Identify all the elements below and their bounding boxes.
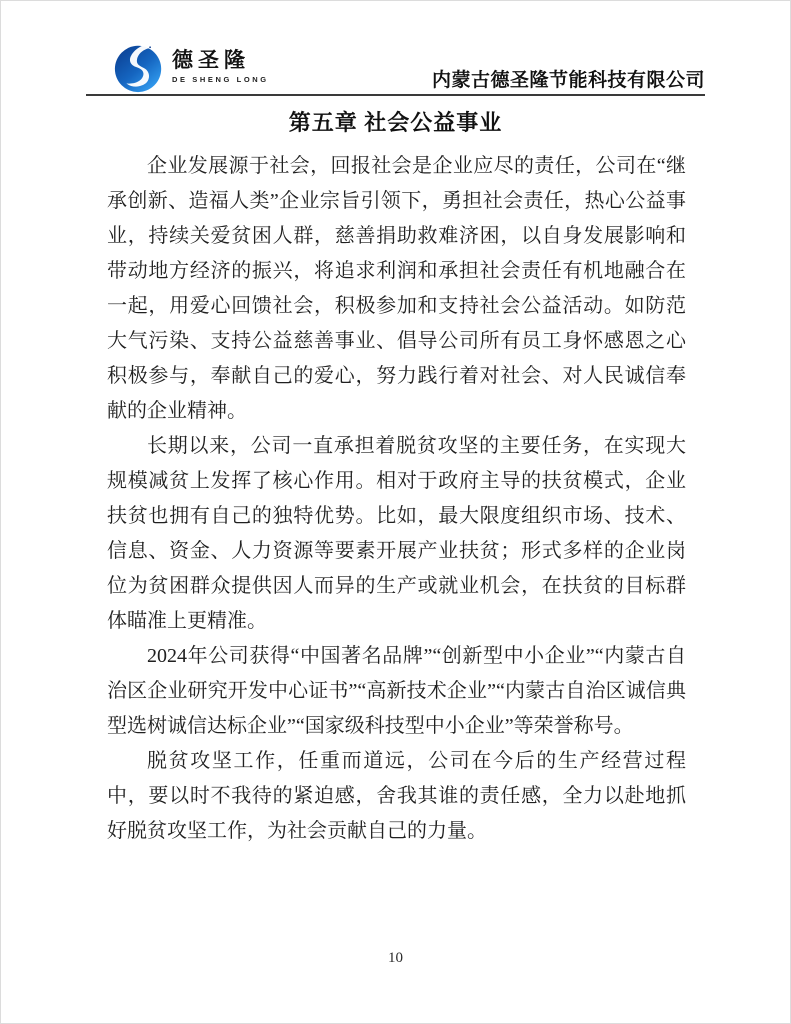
document-body <box>107 149 686 849</box>
logo-text-en: DE SHENG LONG <box>172 74 269 84</box>
page-number: 10 <box>388 950 403 966</box>
paragraph-4: 脱贫攻坚工作，任重而道远，公司在今后的生产经营过程中，要以时不我待的紧迫感，舍我其谁的责任感，全力以赴地抓好脱贫攻坚工作，为社会贡献自己的力量。 <box>107 750 686 842</box>
dragon-logo-icon <box>112 40 166 94</box>
company-logo <box>112 40 269 94</box>
company-name: 内蒙古德圣隆节能科技有限公司 <box>431 70 705 91</box>
page-footer <box>1 950 790 967</box>
paragraph-2: 长期以来，公司一直承担着脱贫攻坚的主要任务，在实现大规模减贫上发挥了核心作用。相对于政府主导的扶贫模式，企业扶贫也拥有自己的独特优势。比如，最大限度组织市场、技术、信息、资金、人力资源等要素开展产业扶贫；形式多样的企业岗位为贫困群众提供因人而异的生产或就业机会，在扶贫的目标群体瞄准上更精准。 <box>107 435 686 632</box>
document-header <box>86 1 705 94</box>
paragraph-3: 2024年公司获得“中国著名品牌”“创新型中小企业”“内蒙古自治区企业研究开发中心证书”“高新技术企业”“内蒙古自治区诚信典型选树诚信达标企业”“国家级科技型中小企业”等荣誉称号。 <box>107 645 686 737</box>
header-rule <box>86 94 705 96</box>
paragraph-1: 企业发展源于社会，回报社会是企业应尽的责任，公司在“继承创新、造福人类”企业宗旨引领下，勇担社会责任，热心公益事业，持续关爱贫困人群，慈善捐助救难济困，以自身发展影响和带动地方经济的振兴，将追求利润和承担社会责任有机地融合在一起，用爱心回馈社会，积极参加和支持社会公益活动。如防范大气污染、支持公益慈善事业、倡导公司所有员工身怀感恩之心积极参与，奉献自己的爱心，努力践行着对社会、对人民诚信奉献的企业精神。 <box>107 155 686 422</box>
logo-text-cn: 德圣隆 <box>172 49 250 73</box>
chapter-title: 第五章 社会公益事业 <box>288 110 503 135</box>
logo-text <box>172 50 269 83</box>
